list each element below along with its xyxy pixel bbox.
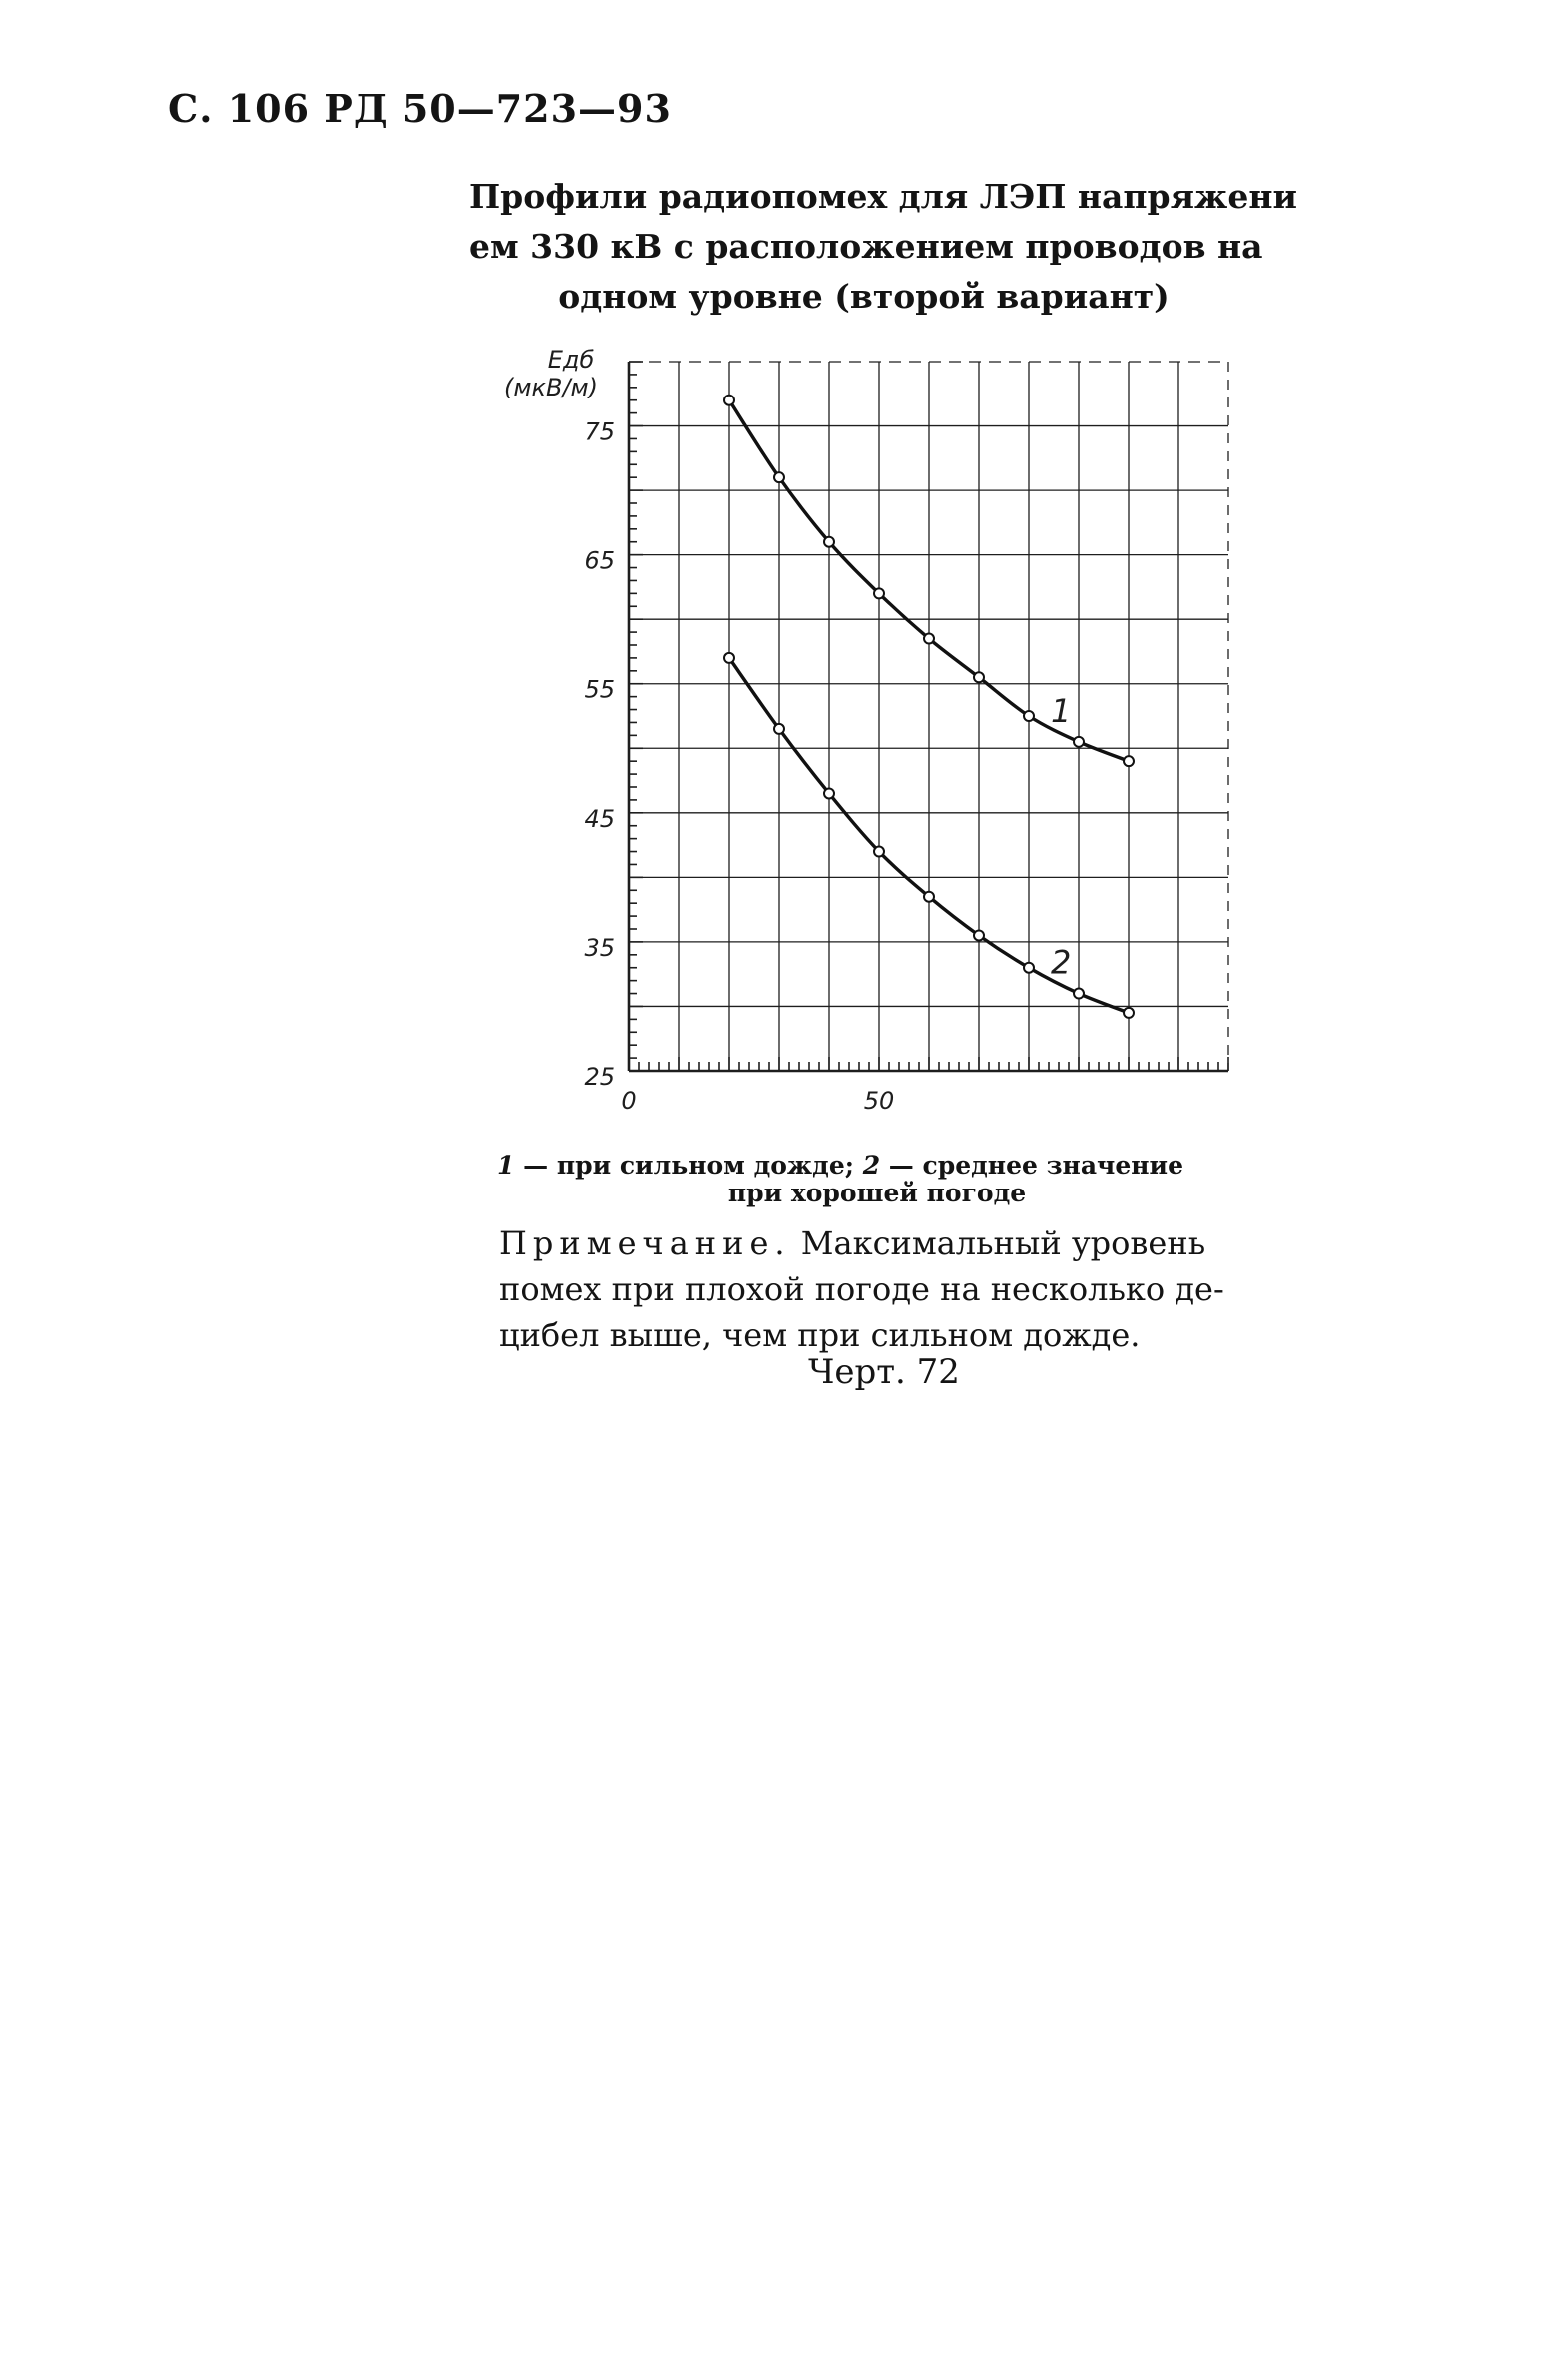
y-tick-label: 25: [584, 1063, 615, 1091]
chart-title-line-2: ем 330 кВ с расположением проводов на: [469, 227, 1263, 266]
series-1-point: [974, 672, 984, 682]
series-1-point: [874, 588, 884, 598]
series-2-point: [924, 892, 934, 902]
chart-title-line-1: Профили радиопомех для ЛЭП напряжени: [469, 177, 1297, 216]
series-1-label: 1: [1051, 691, 1072, 730]
series-1-point: [924, 634, 934, 644]
note-line-2: помех при плохой погоде на несколько де-: [499, 1270, 1224, 1308]
legend-series-2-text-cont: при хорошей погоде: [727, 1179, 1027, 1207]
figure-caption: Черт. 72: [808, 1352, 960, 1392]
legend-series-1-text: — при сильном дожде;: [514, 1151, 863, 1180]
series-2-label: 2: [1051, 943, 1072, 982]
series-2-point: [1074, 989, 1084, 999]
y-axis-label-unit: Eдб: [547, 346, 595, 374]
y-tick-label: 55: [584, 675, 615, 704]
chart-legend: [497, 1152, 1256, 1207]
series-1-point: [774, 472, 784, 482]
y-tick-label: 35: [584, 933, 615, 962]
note-label: Примечание.: [499, 1224, 791, 1262]
legend-series-2-text: — среднее значение: [880, 1151, 1183, 1180]
note-line-1: Максимальный уровень: [790, 1224, 1206, 1262]
series-2-point: [974, 930, 984, 940]
series-1-point: [1074, 737, 1084, 747]
series-2-point: [824, 788, 834, 798]
series-1-point: [1124, 756, 1134, 766]
y-axis-label-measure: (мкВ/м): [504, 374, 598, 401]
chart-grid: [629, 362, 1228, 1071]
label-layer: [504, 346, 894, 1115]
series-2-point: [774, 724, 784, 734]
series-2-point: [1024, 963, 1034, 973]
series-2-point: [874, 847, 884, 857]
chart-title: [469, 172, 1297, 322]
series-2-point: [724, 653, 734, 663]
x-tick-label: 0: [621, 1087, 637, 1115]
note-line-3: цибел выше, чем при сильном дожде.: [499, 1316, 1141, 1354]
page-header: С. 106 РД 50—723—93: [168, 86, 672, 131]
radio-interference-chart: [479, 340, 1258, 1119]
y-tick-label: 75: [584, 417, 615, 446]
legend-series-2-number: 2: [862, 1151, 881, 1180]
chart-title-line-3: одном уровне (второй вариант): [558, 277, 1170, 316]
y-tick-label: 65: [584, 546, 615, 575]
legend-series-1-number: 1: [497, 1151, 515, 1180]
series-1-point: [1024, 711, 1034, 721]
note-block: [499, 1220, 1268, 1358]
series-1-point: [724, 396, 734, 405]
series-2-point: [1124, 1008, 1134, 1018]
x-tick-label: 50: [863, 1087, 895, 1115]
series-1-point: [824, 537, 834, 547]
y-tick-label: 45: [584, 804, 615, 833]
